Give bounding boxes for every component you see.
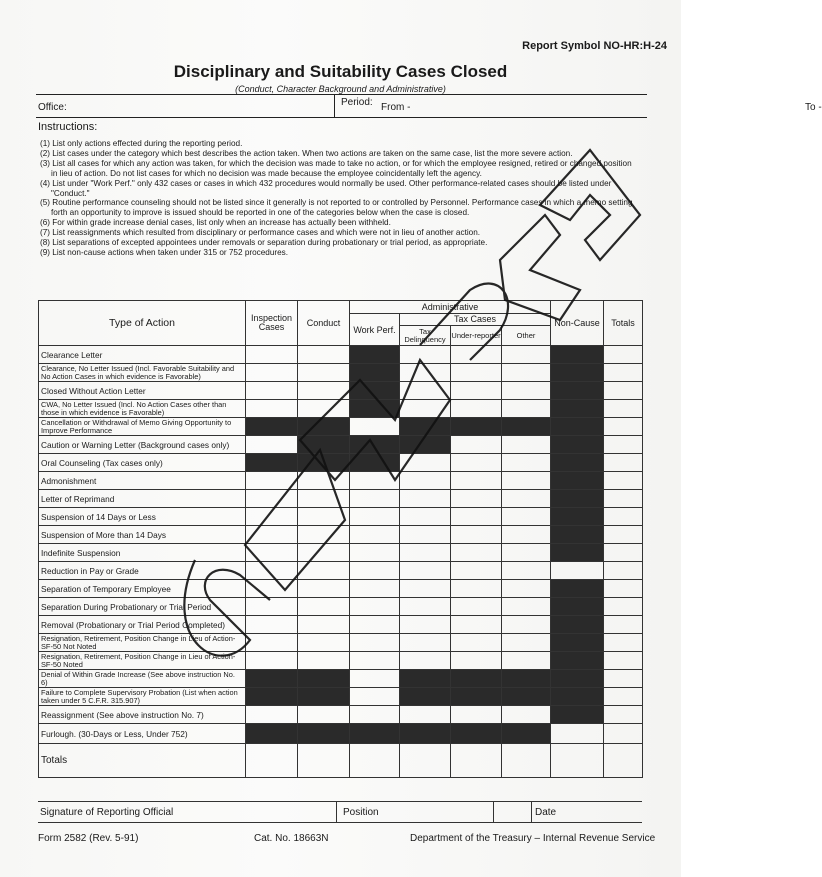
cell-non-cause [551,634,604,652]
row-action-label: Letter of Reprimand [39,490,246,508]
form-title: Disciplinary and Suitability Cases Closed [173,62,508,81]
cell-totals[interactable] [604,400,643,418]
office-label: Office: [38,102,67,113]
row-action-label: Removal (Probationary or Trial Period Completed) [39,616,246,634]
cell-tax-delinquency[interactable] [400,400,451,418]
cell-under-reporter[interactable] [451,580,502,598]
cell-other[interactable] [502,706,551,724]
instructions-list [40,139,640,258]
cell-totals[interactable] [604,526,643,544]
cell-inspection[interactable] [246,400,298,418]
date-label: Date [535,807,557,818]
cell-under-reporter [451,724,502,744]
table-row [39,526,643,544]
cell-non-cause [551,346,604,364]
from-label: From - [381,102,411,113]
cell-inspection[interactable] [246,652,298,670]
cell-non-cause [551,472,604,490]
cell-inspection[interactable] [246,472,298,490]
cell-under-reporter [451,688,502,706]
tax-subheaders [400,326,550,345]
cell-non-cause [551,616,604,634]
cell-totals[interactable] [604,634,643,652]
cell-under-reporter[interactable] [451,400,502,418]
cell-non-cause [551,688,604,706]
cell-inspection[interactable] [246,616,298,634]
cell-non-cause[interactable] [551,724,604,744]
cell-conduct[interactable] [298,526,350,544]
cell-conduct[interactable] [298,346,350,364]
report-symbol: Report Symbol NO-HR:H-24 [522,40,667,52]
row-action-label: Oral Counseling (Tax cases only) [39,454,246,472]
cell-tax-delinquency[interactable] [400,562,451,580]
cell-inspection[interactable] [246,598,298,616]
instruction-item: (2) List cases under the category which best describes the action taken. When two actions are taken on the same case, list the more severe action. [40,148,573,158]
cell-work-perf[interactable] [350,580,400,598]
office-period-row [36,94,822,118]
cell-conduct[interactable] [298,364,350,382]
cell-other[interactable] [502,544,551,562]
cell-other[interactable] [502,364,551,382]
cell-other[interactable] [502,580,551,598]
table-row [39,634,643,652]
cell-totals[interactable] [604,688,643,706]
cell-totals[interactable] [604,364,643,382]
cell-conduct[interactable] [298,634,350,652]
cell-tax-delinquency[interactable] [400,454,451,472]
cell-inspection [246,454,298,472]
cell-totals[interactable] [604,598,643,616]
cell-work-perf [350,436,400,454]
row-action-label: Separation During Probationary or Trial Period [39,598,246,616]
cell-other[interactable] [502,652,551,670]
cell-other [502,670,551,688]
cell-tax-delinquency[interactable] [400,706,451,724]
cell-other[interactable] [502,634,551,652]
header-administrative: Administrative [350,301,551,314]
cell-conduct[interactable] [298,544,350,562]
cell-other[interactable] [502,526,551,544]
cell-inspection [246,670,298,688]
table-row [39,364,643,382]
cell-tax-delinquency[interactable] [400,652,451,670]
cell-non-cause [551,652,604,670]
cell-totals[interactable] [604,436,643,454]
cell-non-cause [551,598,604,616]
row-action-label: Clearance, No Letter Issued (Incl. Favorable Suitability and No Action Cases in which evidence is Favorable) [39,364,246,382]
cell-conduct[interactable] [298,400,350,418]
table-row [39,580,643,598]
cell-conduct[interactable] [298,490,350,508]
cell-totals[interactable] [604,724,643,744]
cell-inspection [246,418,298,436]
instruction-item: (9) List non-cause actions when taken under 315 or 752 procedures. [40,247,289,257]
cell-tax-delinquency[interactable] [400,544,451,562]
position-label: Position [343,807,379,818]
cell-non-cause [551,400,604,418]
cell-non-cause [551,490,604,508]
cell-under-reporter[interactable] [451,490,502,508]
cell-inspection [246,688,298,706]
cell-conduct[interactable] [298,598,350,616]
cell-under-reporter [451,670,502,688]
cell-non-cause [551,706,604,724]
table-row [39,706,643,724]
table-row [39,400,643,418]
cell-totals[interactable] [604,670,643,688]
cell-tax-delinquency [400,724,451,744]
footer-cat-no: Cat. No. 18663N [254,833,329,844]
row-action-label: Reassignment (See above instruction No. 7) [39,706,246,724]
cell-conduct [298,670,350,688]
cell-under-reporter[interactable] [451,598,502,616]
cell-work-perf[interactable] [350,652,400,670]
totals-row [39,744,643,778]
totals-cell[interactable] [502,744,551,778]
cell-inspection[interactable] [246,382,298,400]
row-action-label: Cancellation or Withdrawal of Memo Giving Opportunity to Improve Performance [39,418,246,436]
totals-cell[interactable] [451,744,502,778]
cell-inspection[interactable] [246,562,298,580]
table-row [39,436,643,454]
cell-inspection[interactable] [246,364,298,382]
header-inspection-cases: Inspection Cases [246,301,298,346]
header-work-perf: Work Perf. [350,314,400,346]
totals-cell[interactable] [246,744,298,778]
cell-conduct [298,418,350,436]
cell-totals[interactable] [604,346,643,364]
cell-non-cause [551,454,604,472]
cell-under-reporter[interactable] [451,346,502,364]
cell-under-reporter[interactable] [451,364,502,382]
cell-totals[interactable] [604,580,643,598]
header-non-cause: Non-Cause [551,301,604,346]
cell-work-perf [350,346,400,364]
cell-work-perf[interactable] [350,418,400,436]
cell-under-reporter[interactable] [451,634,502,652]
cell-work-perf [350,400,400,418]
cell-totals[interactable] [604,562,643,580]
cell-tax-delinquency[interactable] [400,616,451,634]
header-type-of-action: Type of Action [39,301,246,346]
cell-non-cause [551,382,604,400]
cell-under-reporter[interactable] [451,706,502,724]
cell-inspection[interactable] [246,436,298,454]
table-row [39,346,643,364]
row-action-label: Clearance Letter [39,346,246,364]
cell-other[interactable] [502,490,551,508]
cell-inspection[interactable] [246,490,298,508]
footer-form-number: Form 2582 (Rev. 5-91) [38,833,139,844]
row-action-label: Closed Without Action Letter [39,382,246,400]
totals-label: Totals [39,744,246,778]
cell-other[interactable] [502,454,551,472]
signature-label: Signature of Reporting Official [40,807,174,818]
cell-tax-delinquency [400,436,451,454]
cell-tax-delinquency[interactable] [400,382,451,400]
cell-non-cause [551,364,604,382]
cell-work-perf[interactable] [350,472,400,490]
cell-inspection[interactable] [246,706,298,724]
row-action-label: Separation of Temporary Employee [39,580,246,598]
cell-work-perf [350,382,400,400]
cell-work-perf [350,724,400,744]
header-conduct: Conduct [298,301,350,346]
cell-work-perf[interactable] [350,526,400,544]
cell-non-cause[interactable] [551,562,604,580]
row-action-label: Resignation, Retirement, Position Change in Lieu of Action-SF-50 Noted [39,652,246,670]
instructions-heading: Instructions: [38,121,98,133]
cell-tax-delinquency[interactable] [400,364,451,382]
cell-totals[interactable] [604,616,643,634]
cell-other[interactable] [502,472,551,490]
cell-work-perf [350,364,400,382]
cell-tax-delinquency[interactable] [400,526,451,544]
cell-tax-delinquency[interactable] [400,580,451,598]
instruction-item: (4) List under "Work Perf." only 432 cases or cases in which 432 procedures would normally be used. Other performance-related cases should be listed under "Conduct." [40,178,612,198]
header-totals: Totals [604,301,643,346]
totals-cell[interactable] [350,744,400,778]
totals-cell[interactable] [551,744,604,778]
cell-conduct[interactable] [298,472,350,490]
period-label: Period: [341,97,373,108]
table-row [39,724,643,744]
instruction-item: (8) List separations of excepted appointees under removals or separation during probationary or trial period, as appropriate. [40,238,488,248]
cell-work-perf[interactable] [350,616,400,634]
cell-inspection[interactable] [246,580,298,598]
table-row [39,418,643,436]
table-row [39,472,643,490]
row-action-label: Suspension of More than 14 Days [39,526,246,544]
table-row [39,508,643,526]
cell-totals[interactable] [604,418,643,436]
cell-tax-delinquency[interactable] [400,472,451,490]
cell-other[interactable] [502,508,551,526]
instruction-item: (3) List all cases for which any action was taken, for which the decision was made to take no action, or for which the employee resigned, retired or changed position in lieu of action. Do not list cases for which no decision was made because the employee coincidentally left the agency. [40,158,632,178]
cell-non-cause [551,526,604,544]
cell-under-reporter [451,418,502,436]
cell-under-reporter[interactable] [451,454,502,472]
cell-conduct [298,454,350,472]
cell-totals[interactable] [604,454,643,472]
row-action-label: Furlough. (30-Days or Less, Under 752) [39,724,246,744]
cell-other[interactable] [502,346,551,364]
cell-tax-delinquency[interactable] [400,346,451,364]
cell-inspection[interactable] [246,634,298,652]
cell-work-perf[interactable] [350,490,400,508]
cell-inspection [246,724,298,744]
instruction-item: (7) List reassignments which resulted from disciplinary or performance cases and which were not in lieu of another action. [40,228,481,238]
cell-totals[interactable] [604,490,643,508]
form-subtitle: (Conduct, Character Background and Administrative) [235,84,446,94]
table-row [39,598,643,616]
row-action-label: Suspension of 14 Days or Less [39,508,246,526]
cell-tax-delinquency [400,670,451,688]
cell-conduct[interactable] [298,562,350,580]
cell-non-cause [551,670,604,688]
cell-other[interactable] [502,436,551,454]
cell-totals[interactable] [604,508,643,526]
cell-inspection[interactable] [246,508,298,526]
cell-work-perf[interactable] [350,670,400,688]
header-tax-delinquency: Tax Delinquency [400,326,451,345]
cell-conduct[interactable] [298,580,350,598]
cell-conduct[interactable] [298,616,350,634]
cell-inspection[interactable] [246,526,298,544]
cell-non-cause [551,508,604,526]
cell-other[interactable] [502,400,551,418]
cell-work-perf[interactable] [350,508,400,526]
period-field[interactable] [334,95,822,117]
table-body [39,346,643,778]
header-under-reporter: Under-reporter [451,326,502,345]
table-row [39,490,643,508]
cell-non-cause [551,544,604,562]
cell-tax-delinquency [400,418,451,436]
cell-other[interactable] [502,616,551,634]
cell-inspection[interactable] [246,544,298,562]
cell-other[interactable] [502,598,551,616]
totals-cell[interactable] [604,744,643,778]
table-row [39,616,643,634]
cell-totals[interactable] [604,472,643,490]
cell-non-cause [551,418,604,436]
cell-conduct [298,436,350,454]
table-row [39,670,643,688]
cell-tax-delinquency[interactable] [400,508,451,526]
row-action-label: CWA, No Letter Issued (Incl. No Action Cases other than those in which evidence is Favorable) [39,400,246,418]
row-action-label: Caution or Warning Letter (Background cases only) [39,436,246,454]
cell-totals[interactable] [604,382,643,400]
cell-under-reporter[interactable] [451,382,502,400]
cell-under-reporter[interactable] [451,562,502,580]
table-row [39,688,643,706]
instruction-item: (1) List only actions effected during the reporting period. [40,139,243,148]
cell-other[interactable] [502,562,551,580]
cell-other [502,418,551,436]
row-action-label: Resignation, Retirement, Position Change in Lieu of Action-SF-50 Not Noted [39,634,246,652]
cell-work-perf[interactable] [350,544,400,562]
cell-work-perf[interactable] [350,688,400,706]
cell-tax-delinquency[interactable] [400,634,451,652]
cell-other [502,724,551,744]
instruction-item: (5) Routine performance counseling should not be listed since it generally is not reported to or controlled by Personnel. Performance cases in which a memo setting forth an opportunity to improve is issued should be reported in one of the categories below when the case is closed. [40,198,633,218]
row-action-label: Admonishment [39,472,246,490]
cell-inspection[interactable] [246,346,298,364]
row-action-label: Failure to Complete Supervisory Probation (List when action taken under 5 C.F.R. 315.907) [39,688,246,706]
cell-totals[interactable] [604,706,643,724]
totals-cell[interactable] [298,744,350,778]
table-row [39,562,643,580]
instruction-item: (6) For within grade increase denial cases, list only when an increase has actually been withheld. [40,218,391,228]
table-row [39,382,643,400]
cell-under-reporter[interactable] [451,508,502,526]
cell-under-reporter[interactable] [451,472,502,490]
row-action-label: Indefinite Suspension [39,544,246,562]
cell-under-reporter[interactable] [451,526,502,544]
cell-work-perf[interactable] [350,598,400,616]
cell-work-perf[interactable] [350,634,400,652]
totals-cell[interactable] [400,744,451,778]
signature-row [38,801,642,823]
table-row [39,652,643,670]
to-label: To - [805,102,822,113]
cell-under-reporter[interactable] [451,616,502,634]
header-other: Other [516,331,536,340]
row-action-label: Denial of Within Grade Increase (See above instruction No. 6) [39,670,246,688]
cell-under-reporter[interactable] [451,544,502,562]
cell-tax-delinquency[interactable] [400,490,451,508]
cell-work-perf[interactable] [350,706,400,724]
cell-work-perf [350,454,400,472]
table-row [39,544,643,562]
cell-work-perf[interactable] [350,562,400,580]
cell-conduct[interactable] [298,508,350,526]
header-tax-cases: Tax Cases [400,314,550,326]
cell-conduct [298,724,350,744]
cell-conduct[interactable] [298,706,350,724]
cell-conduct[interactable] [298,652,350,670]
cell-conduct[interactable] [298,382,350,400]
cell-tax-delinquency[interactable] [400,598,451,616]
cell-totals[interactable] [604,544,643,562]
cell-under-reporter[interactable] [451,436,502,454]
cell-tax-delinquency [400,688,451,706]
cell-conduct [298,688,350,706]
footer-department: Department of the Treasury – Internal Revenue Service [410,833,656,844]
cell-under-reporter[interactable] [451,652,502,670]
header-tax-cases-group [400,314,551,346]
cell-other[interactable] [502,382,551,400]
cell-non-cause [551,580,604,598]
cell-totals[interactable] [604,652,643,670]
table-row [39,454,643,472]
cell-other [502,688,551,706]
cases-table [38,300,643,778]
cell-non-cause [551,436,604,454]
row-action-label: Reduction in Pay or Grade [39,562,246,580]
